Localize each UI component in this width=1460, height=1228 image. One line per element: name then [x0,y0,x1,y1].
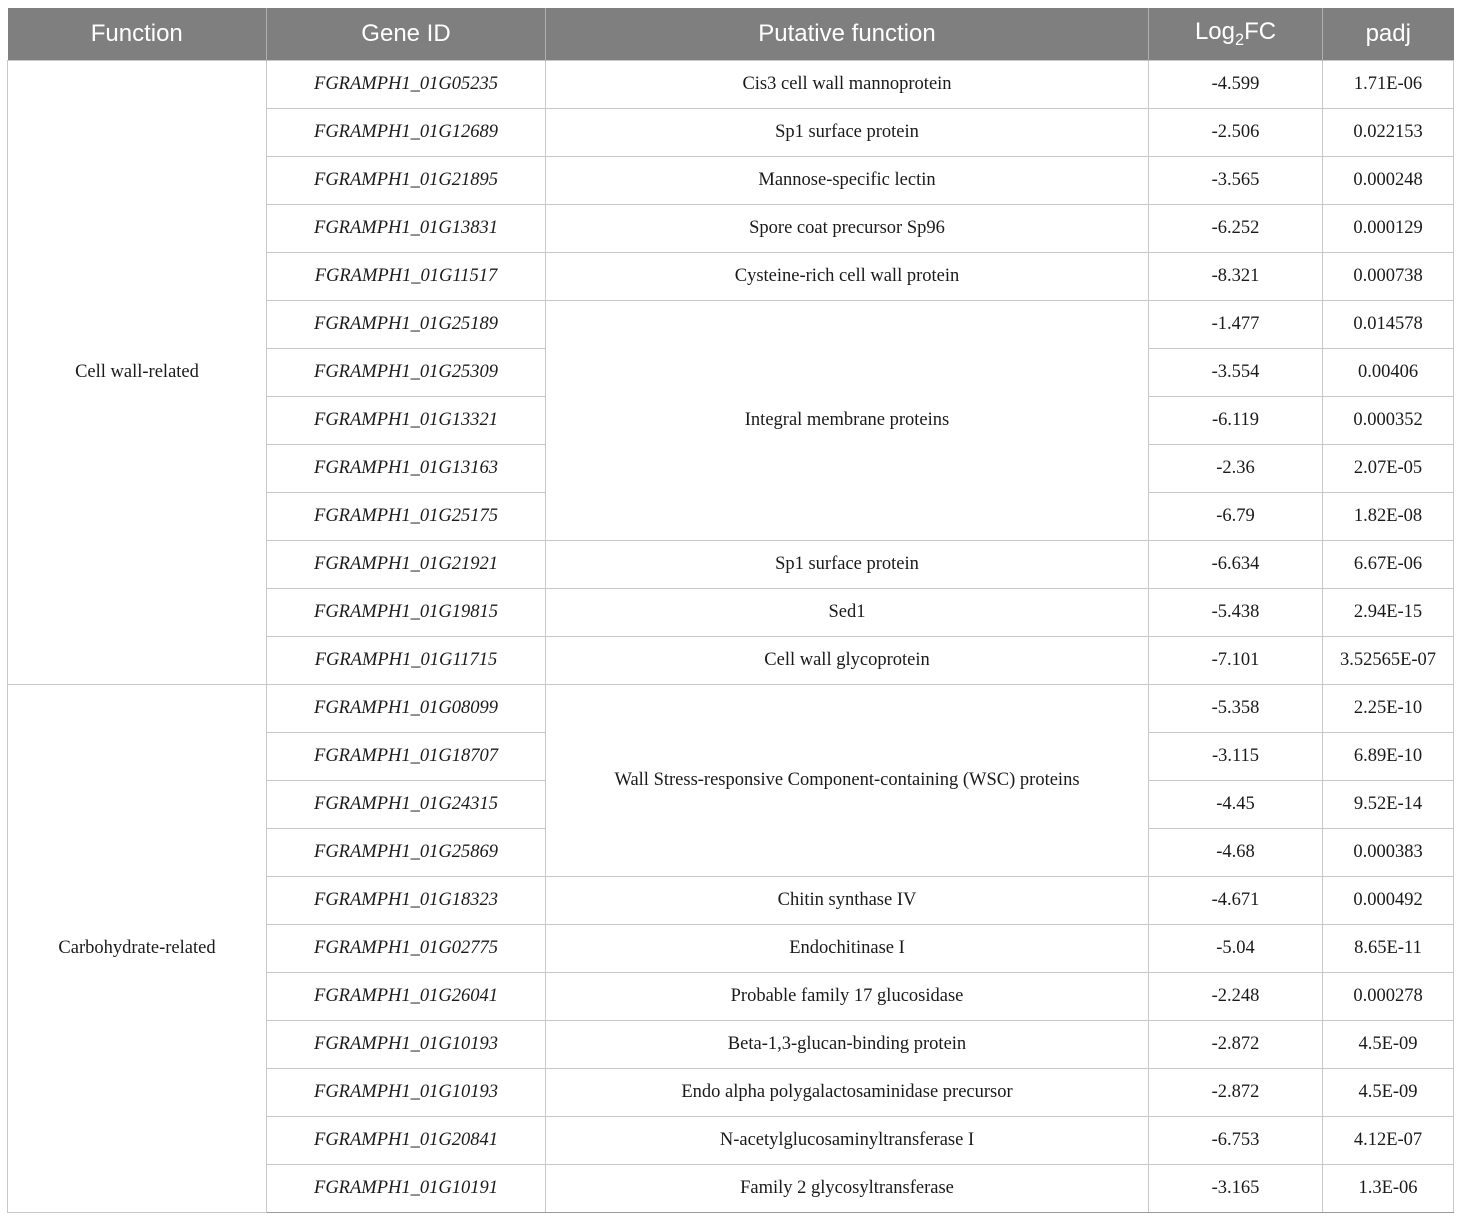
gene-id-cell: FGRAMPH1_01G20841 [267,1117,546,1165]
putative-function-cell: Integral membrane proteins [546,301,1149,541]
padj-cell: 4.5E-09 [1323,1069,1454,1117]
log2fc-cell: -5.358 [1149,685,1323,733]
table-row [8,61,1454,109]
log2fc-cell: -2.248 [1149,973,1323,1021]
gene-id-cell: FGRAMPH1_01G10193 [267,1021,546,1069]
putative-function-cell: Family 2 glycosyltransferase [546,1165,1149,1213]
putative-function-cell: Chitin synthase IV [546,877,1149,925]
log2fc-cell: -3.565 [1149,157,1323,205]
gene-id-cell: FGRAMPH1_01G08099 [267,685,546,733]
table-row [8,685,1454,733]
group-cell-wall-related: Cell wall-related [8,61,267,685]
header-log2fc [1149,8,1323,61]
gene-id-cell: FGRAMPH1_01G10193 [267,1069,546,1117]
gene-id-cell: FGRAMPH1_01G12689 [267,109,546,157]
log2fc-cell: -6.634 [1149,541,1323,589]
gene-id-cell: FGRAMPH1_01G25175 [267,493,546,541]
padj-cell: 2.07E-05 [1323,445,1454,493]
log2fc-cell: -6.753 [1149,1117,1323,1165]
log2fc-cell: -2.872 [1149,1069,1323,1117]
log2fc-cell: -1.477 [1149,301,1323,349]
header-function: Function [8,8,267,61]
gene-id-cell: FGRAMPH1_01G13831 [267,205,546,253]
log2fc-cell: -4.68 [1149,829,1323,877]
log2fc-cell: -2.506 [1149,109,1323,157]
gene-id-cell: FGRAMPH1_01G21895 [267,157,546,205]
gene-id-cell: FGRAMPH1_01G19815 [267,589,546,637]
gene-id-cell: FGRAMPH1_01G13321 [267,397,546,445]
putative-function-cell: Endo alpha polygalactosaminidase precursor [546,1069,1149,1117]
log2fc-cell: -2.872 [1149,1021,1323,1069]
gene-id-cell: FGRAMPH1_01G02775 [267,925,546,973]
putative-function-cell: N-acetylglucosaminyltransferase I [546,1117,1149,1165]
padj-cell: 0.000278 [1323,973,1454,1021]
putative-function-cell: Mannose-specific lectin [546,157,1149,205]
log2fc-cell: -4.599 [1149,61,1323,109]
log2fc-cell: -3.115 [1149,733,1323,781]
log2fc-cell: -4.45 [1149,781,1323,829]
putative-function-cell: Sed1 [546,589,1149,637]
putative-function-cell: Sp1 surface protein [546,109,1149,157]
padj-cell: 4.5E-09 [1323,1021,1454,1069]
log2fc-cell: -7.101 [1149,637,1323,685]
padj-cell: 0.000738 [1323,253,1454,301]
header-padj: padj [1323,8,1454,61]
putative-function-cell: Wall Stress-responsive Component-containing (WSC) proteins [546,685,1149,877]
padj-cell: 1.3E-06 [1323,1165,1454,1213]
padj-cell: 0.014578 [1323,301,1454,349]
log2fc-cell: -2.36 [1149,445,1323,493]
gene-id-cell: FGRAMPH1_01G24315 [267,781,546,829]
gene-id-cell: FGRAMPH1_01G10191 [267,1165,546,1213]
log2fc-cell: -6.252 [1149,205,1323,253]
putative-function-cell: Probable family 17 glucosidase [546,973,1149,1021]
log2fc-cell: -5.04 [1149,925,1323,973]
log2fc-cell: -6.119 [1149,397,1323,445]
header-putative-function: Putative function [546,8,1149,61]
header-log2fc-subscript: 2 [1234,30,1245,49]
header-log2fc-prefix: Log [1194,18,1235,46]
gene-id-cell: FGRAMPH1_01G05235 [267,61,546,109]
putative-function-cell: Spore coat precursor Sp96 [546,205,1149,253]
gene-id-cell: FGRAMPH1_01G25869 [267,829,546,877]
header-row [8,8,1454,61]
log2fc-cell: -3.554 [1149,349,1323,397]
padj-cell: 8.65E-11 [1323,925,1454,973]
log2fc-cell: -4.671 [1149,877,1323,925]
padj-cell: 0.022153 [1323,109,1454,157]
padj-cell: 0.000129 [1323,205,1454,253]
padj-cell: 0.000352 [1323,397,1454,445]
putative-function-cell: Endochitinase I [546,925,1149,973]
putative-function-cell: Cell wall glycoprotein [546,637,1149,685]
putative-function-cell: Cis3 cell wall mannoprotein [546,61,1149,109]
putative-function-cell: Cysteine-rich cell wall protein [546,253,1149,301]
gene-id-cell: FGRAMPH1_01G18323 [267,877,546,925]
padj-cell: 0.00406 [1323,349,1454,397]
header-gene-id: Gene ID [267,8,546,61]
putative-function-cell: Sp1 surface protein [546,541,1149,589]
gene-id-cell: FGRAMPH1_01G13163 [267,445,546,493]
log2fc-cell: -5.438 [1149,589,1323,637]
putative-function-cell: Beta-1,3-glucan-binding protein [546,1021,1149,1069]
padj-cell: 6.67E-06 [1323,541,1454,589]
gene-id-cell: FGRAMPH1_01G25189 [267,301,546,349]
gene-id-cell: FGRAMPH1_01G25309 [267,349,546,397]
log2fc-cell: -8.321 [1149,253,1323,301]
padj-cell: 2.94E-15 [1323,589,1454,637]
gene-table [7,8,1454,1213]
header-log2fc-suffix: FC [1244,18,1277,46]
padj-cell: 1.82E-08 [1323,493,1454,541]
gene-id-cell: FGRAMPH1_01G26041 [267,973,546,1021]
padj-cell: 9.52E-14 [1323,781,1454,829]
padj-cell: 3.52565E-07 [1323,637,1454,685]
padj-cell: 0.000248 [1323,157,1454,205]
padj-cell: 0.000492 [1323,877,1454,925]
gene-id-cell: FGRAMPH1_01G21921 [267,541,546,589]
padj-cell: 6.89E-10 [1323,733,1454,781]
group-carbohydrate-related: Carbohydrate-related [8,685,267,1213]
padj-cell: 1.71E-06 [1323,61,1454,109]
padj-cell: 4.12E-07 [1323,1117,1454,1165]
log2fc-cell: -6.79 [1149,493,1323,541]
gene-id-cell: FGRAMPH1_01G11517 [267,253,546,301]
gene-id-cell: FGRAMPH1_01G11715 [267,637,546,685]
gene-id-cell: FGRAMPH1_01G18707 [267,733,546,781]
padj-cell: 0.000383 [1323,829,1454,877]
log2fc-cell: -3.165 [1149,1165,1323,1213]
padj-cell: 2.25E-10 [1323,685,1454,733]
